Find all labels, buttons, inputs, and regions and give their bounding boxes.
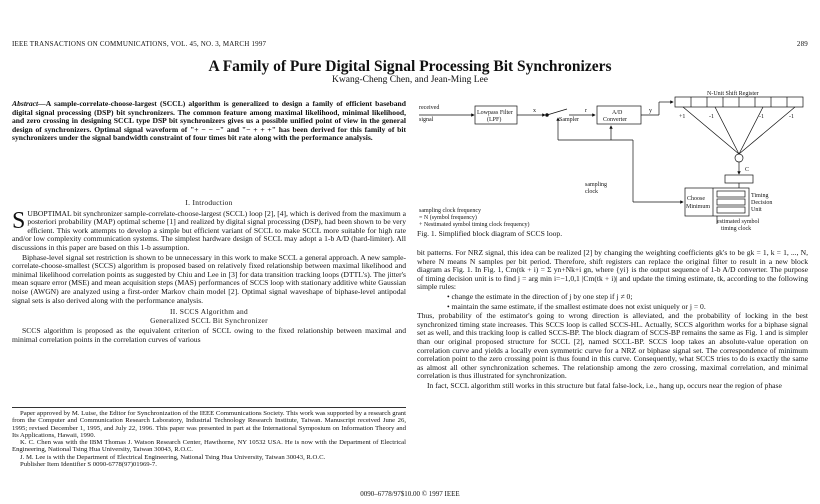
block-diagram (417, 91, 808, 232)
label-clock: clock (585, 189, 598, 195)
label-choose: Choose (687, 196, 705, 202)
intro-heading: I. Introduction (185, 198, 233, 207)
label-shift-register: N-Unit Shift Register (707, 91, 759, 97)
legend-line-1: sampling clock frequency (419, 208, 481, 214)
abs-block (725, 175, 753, 183)
section2-heading-line2: Generalized SCCL Bit Synchronizer (150, 315, 268, 325)
label-received: received (419, 105, 440, 111)
legend-line-2: = N (symbol frequency) (419, 215, 477, 221)
footnote-1: Paper approved by M. Luise, the Editor for Synchronization of the IEEE Communications Society. This work was supported by a research grant from the Computer and Communication Research Laboratory, Industrial Technology Research Institute, Taiwan. Manuscript received June 26, 1995; revised December 1, 1995, and July 22, 1996. This paper was presented in part at the International Symposium on Information Theory and Its Applications, Hawaii, 1990. (12, 410, 406, 439)
label-tap-1: +1 (679, 114, 686, 120)
abstract (12, 100, 406, 143)
label-timing: Timing (751, 193, 769, 199)
label-converter: Converter (603, 117, 627, 123)
label-sig-x: x (533, 108, 536, 114)
copyright-footer: 0090–6778/97$10.00 © 1997 IEEE (360, 490, 460, 498)
rule-bullet-1: • change the estimate in the direction of j by one step if j ≠ 0; (447, 291, 633, 301)
label-tap-3: -1 (759, 114, 764, 120)
label-sig-r: r (585, 108, 587, 114)
right-paragraph-2: Thus, probability of the estimator's going to wrong direction is alleviated, and the probability of locking in the best synchronized timing state increases. This SCCS loop is called SCCS-HL. Actually, SCCS algorithm works for a biphase signal set as well, and this tracking loop is called SCCS-BP. The block diagram of SCCS-BP remains the same as Fig. 1 and is simpler than our original proposed structure for SCCL [2], named SCCL-BP. SCCS loop takes an absolute-value operation on correlation curve and yields a locally even symmetric curve for a NRZ or biphase signal set. The correspondence of minimum correlation point to the zero crossing point is thus found in this curve. Consequently, what SCCS tries to do is exactly the same as almost all other synchronization schemes. The relationship among the zero crossing, maximal correlation, and minimal correlation is thus illustrated for synchronization. (417, 311, 808, 381)
intro-paragraph-1-text: UBOPTIMAL bit synchronizer sample-correlate-choose-largest (SCCL) loop [2], [4], which is derived from the maximum a posteriori probability (MAP) optimal scheme [1] and realized by digital signal processing (DSP), had been shown to be very efficient. This work attempts to develop a simple but efficient variant of SCCL to make SCCL more suitable for high rate and/or low complexity communication systems. The simplest hardware design of SCCL may adopt a 1-b A/D (hard-limiter). All discussions in this paper are based on this 1-b assumption. (12, 208, 406, 252)
label-sampler: Sampler (559, 117, 579, 123)
figure-1 (417, 91, 808, 232)
rule-bullet-2: • maintain the same estimate, if the smallest estimate does not exist uniquely or j = 0. (447, 301, 706, 311)
right-column (417, 249, 808, 392)
sampler-switch (547, 109, 567, 115)
running-header: IEEE TRANSACTIONS ON COMMUNICATIONS, VOL. 45, NO. 3, MARCH 1997 (12, 40, 267, 48)
label-c: C (745, 167, 750, 173)
abstract-text: A sample-correlate-choose-largest (SCCL) algorithm is generalized to design a family of efficient baseband digital signal processing (DSP) bit synchronizers. The common feature among maximal likelihood, minimal likelihood, and zero crossing in designing SCCL type DSP bit synchronizers gives us a possible unified point of view in the general design of synchronizers. Optimal signal waveform of "+ − − −" and "− + + +" has been derived for this family of bit synchronizers under the signal bandwidth constraint of four times bit rate along with the performance analysis. (12, 99, 406, 143)
legend-line-3: + Nestimated symbol timing clock frequency) (419, 222, 530, 228)
footnote-3: J. M. Lee is with the Department of Electrical Engineering, National Tsing Hua University, Taiwan 30043, R.O.C. (20, 453, 326, 461)
paper-title: A Family of Pure Digital Signal Processing Bit Synchronizers (208, 58, 612, 75)
figure-caption: Fig. 1. Simplified block diagram of SCCS loop. (417, 229, 563, 238)
summer-node (735, 154, 743, 162)
page-number: 289 (796, 40, 808, 48)
label-lpf-abbrev: (LPF) (487, 117, 502, 123)
label-sampling: sampling (585, 182, 607, 188)
section2-heading-line1: II. SCCS Algorithm and (169, 307, 249, 317)
paper-authors: Kwang-Cheng Chen, and Jean-Ming Lee (332, 75, 488, 85)
label-unit: Unit (751, 207, 762, 213)
label-sig-y: y (649, 108, 652, 114)
dropcap: S (12, 207, 26, 234)
section2-paragraph-1: SCCS algorithm is proposed as the equivalent criterion of SCCL owing to the fixed relationship between maximal and minimal correlation points in the correlation curves of various (12, 326, 406, 344)
label-estimated: estimated symbol (717, 219, 760, 225)
label-ad: A/D (612, 110, 623, 116)
footnote-4: Publisher Item Identifier S 0090-6778(97)01969-7. (20, 461, 157, 469)
section2-heading (12, 308, 406, 325)
footnote-block (12, 407, 406, 468)
right-paragraph-1: bit patterns. For NRZ signal, this idea can be realized [2] by changing the weighting coefficients gk's to be gk = 1, k = 1, ..., N, where N means N samples per bit period. Therefore, shift registers can replace the original filter to result in a new block diagram as Fig. 1. In Fig. 1, Cm(tk + i) = Σ yn+Nk+i gn, where {yi} is the output sequence of 1-b A/D converter. The purpose of timing decision unit is to find j = arg min i=−1,0,1 |Cm(tk + i)| and update the timing estimate, tk, according to the following simple rules: (417, 248, 808, 292)
label-timing-clock: timing clock (721, 226, 752, 232)
right-paragraph-3: In fact, SCCL algorithm still works in this structure but fatal false-lock, i.e., hang up, occurs near the region of phase (427, 380, 782, 390)
label-signal: signal (419, 117, 434, 123)
intro-paragraph-1 (12, 207, 406, 253)
label-decision: Decision (751, 200, 773, 206)
label-tap-2: -1 (709, 114, 714, 120)
footnote-2: K. C. Chen was with the IBM Thomas J. Watson Research Center, Hawthorne, NY 10532 USA. He is now with the Department of Electrical Engineering, National Tsing Hua University, Taiwan 30043, R.O.C. (12, 439, 406, 454)
label-tap-4: -1 (789, 114, 794, 120)
intro-paragraph-2: Biphase-level signal set restriction is shown to be unnecessary in this work to make SCCL a general approach. A new sample-correlate-choose-smallest (SCCS) algorithm is proposed based on relatively fixed relationship between maximal likelihood and minimal likelihood correlation points as suggested by Chiu and Lee in [3] for data transition tracking loops (DTTL's). The jitter's mean square error (MSE) and mean acquisition steps (MAS) performances of SCCS loop with stationary additive white Gaussian noise (AWGN) are analyzed using a first-order Markov chain model [2]. Optimal signal waveshape of biphase-level antipodal signal sets is also derived along with the performance analysis. (12, 252, 406, 305)
left-column (12, 196, 406, 346)
label-lpf: Lowpass Filter (477, 110, 513, 116)
label-minimum: Minimum (686, 204, 711, 210)
abstract-label: Abstract— (12, 99, 46, 108)
